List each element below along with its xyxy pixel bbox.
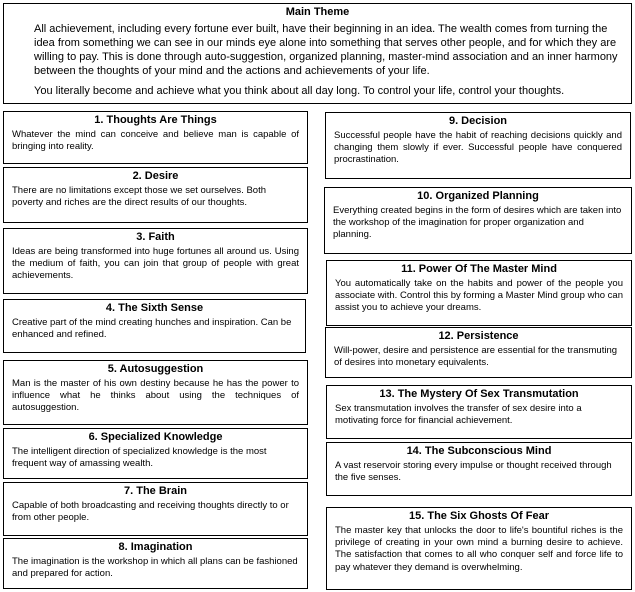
principle-text: A vast reservoir storing every impulse or thought received through the five senses. <box>335 460 612 484</box>
principle-box-4 <box>3 299 306 353</box>
principle-box-7 <box>3 482 308 536</box>
main-theme-box <box>3 3 632 104</box>
principle-text: You automatically take on the habits and power of the people you associate with. Control this by forming a Master Mind group who can assist you to achieve your dreams. <box>335 278 623 314</box>
principle-title: 6. Specialized Knowledge <box>88 431 223 443</box>
principle-text: The master key that unlocks the door to life's bountiful riches is the privilege of creating in your own mind a burning desire to achieve. The satisfaction that comes to all who conquer self and force life to pay whatever they demand is overwhelming. <box>335 525 623 573</box>
principle-text: Ideas are being transformed into huge fortunes all around us. Using the medium of faith, you can join that group of people with great achievements. <box>12 246 299 282</box>
principle-box-9 <box>325 112 631 179</box>
principle-box-14 <box>326 442 632 496</box>
principle-box-5 <box>3 360 308 425</box>
principle-text: Successful people have the habit of reaching decisions quickly and changing them slowly if ever. Successful people have conquered procrastination. <box>334 130 622 166</box>
principle-title: 11. Power Of The Master Mind <box>401 263 557 275</box>
main-theme-title: Main Theme <box>285 6 350 18</box>
principle-text: Man is the master of his own destiny because he has the power to influence what he thinks about using the techniques of autosuggestion. <box>12 378 299 414</box>
principle-text: Creative part of the mind creating hunches and inspiration. Can be enhanced and refined. <box>12 317 292 341</box>
principle-box-2 <box>3 167 308 223</box>
principle-title: 2. Desire <box>132 170 179 182</box>
main-theme-paragraph: You literally become and achieve what you think about all day long. To control your life, control your thoughts. <box>34 85 565 97</box>
principle-title: 14. The Subconscious Mind <box>406 445 552 457</box>
principle-title: 4. The Sixth Sense <box>105 302 204 314</box>
principle-title: 9. Decision <box>448 115 508 127</box>
principle-title: 1. Thoughts Are Things <box>94 114 217 126</box>
principle-box-1 <box>3 111 308 164</box>
principle-title: 13. The Mystery Of Sex Transmutation <box>379 388 579 400</box>
principle-text: There are no limitations except those we set ourselves. Both poverty and riches are the direct results of our thoughts. <box>12 185 266 209</box>
principle-text: Everything created begins in the form of desires which are taken into the workshop of the imagination for proper organization and planning. <box>333 205 622 241</box>
principle-box-13 <box>326 385 632 439</box>
principle-text: The imagination is the workshop in which all plans can be fashioned and prepared for action. <box>12 556 298 580</box>
principle-text: Capable of both broadcasting and receiving thoughts directly to or from other people. <box>12 500 289 524</box>
principle-box-6 <box>3 428 308 479</box>
principle-title: 5. Autosuggestion <box>107 363 204 375</box>
principle-text: The intelligent direction of specialized knowledge is the most frequent way of amassing wealth. <box>12 446 267 470</box>
principle-text: Sex transmutation involves the transfer of sex desire into a motivating force for financial achievement. <box>335 403 582 427</box>
principle-text: Whatever the mind can conceive and believe man is capable of bringing into reality. <box>12 129 299 153</box>
principle-box-11 <box>326 260 632 326</box>
principle-title: 12. Persistence <box>438 330 519 342</box>
principle-text: Will-power, desire and persistence are essential for the transmuting of desires into monetary equivalents. <box>334 345 618 369</box>
main-theme-paragraph: All achievement, including every fortune ever built, have their beginning in an idea. The wealth comes from turning the idea from something we can see in our minds eye alone into something that serves other people, and for which they are willing to pay. This is done through auto-suggestion, organized planning, master-mind association and an inner harmony between the thoughts of your mind and the actions and achievements of your life. <box>34 23 618 77</box>
principle-box-15 <box>326 507 632 590</box>
principle-box-10 <box>324 187 632 254</box>
principle-box-3 <box>3 228 308 294</box>
principle-title: 15. The Six Ghosts Of Fear <box>409 510 549 522</box>
principle-title: 10. Organized Planning <box>417 190 539 202</box>
principle-title: 8. Imagination <box>118 541 193 553</box>
principle-box-12 <box>325 327 632 378</box>
principle-title: 7. The Brain <box>124 485 187 497</box>
principle-title: 3. Faith <box>136 231 175 243</box>
principle-box-8 <box>3 538 308 589</box>
